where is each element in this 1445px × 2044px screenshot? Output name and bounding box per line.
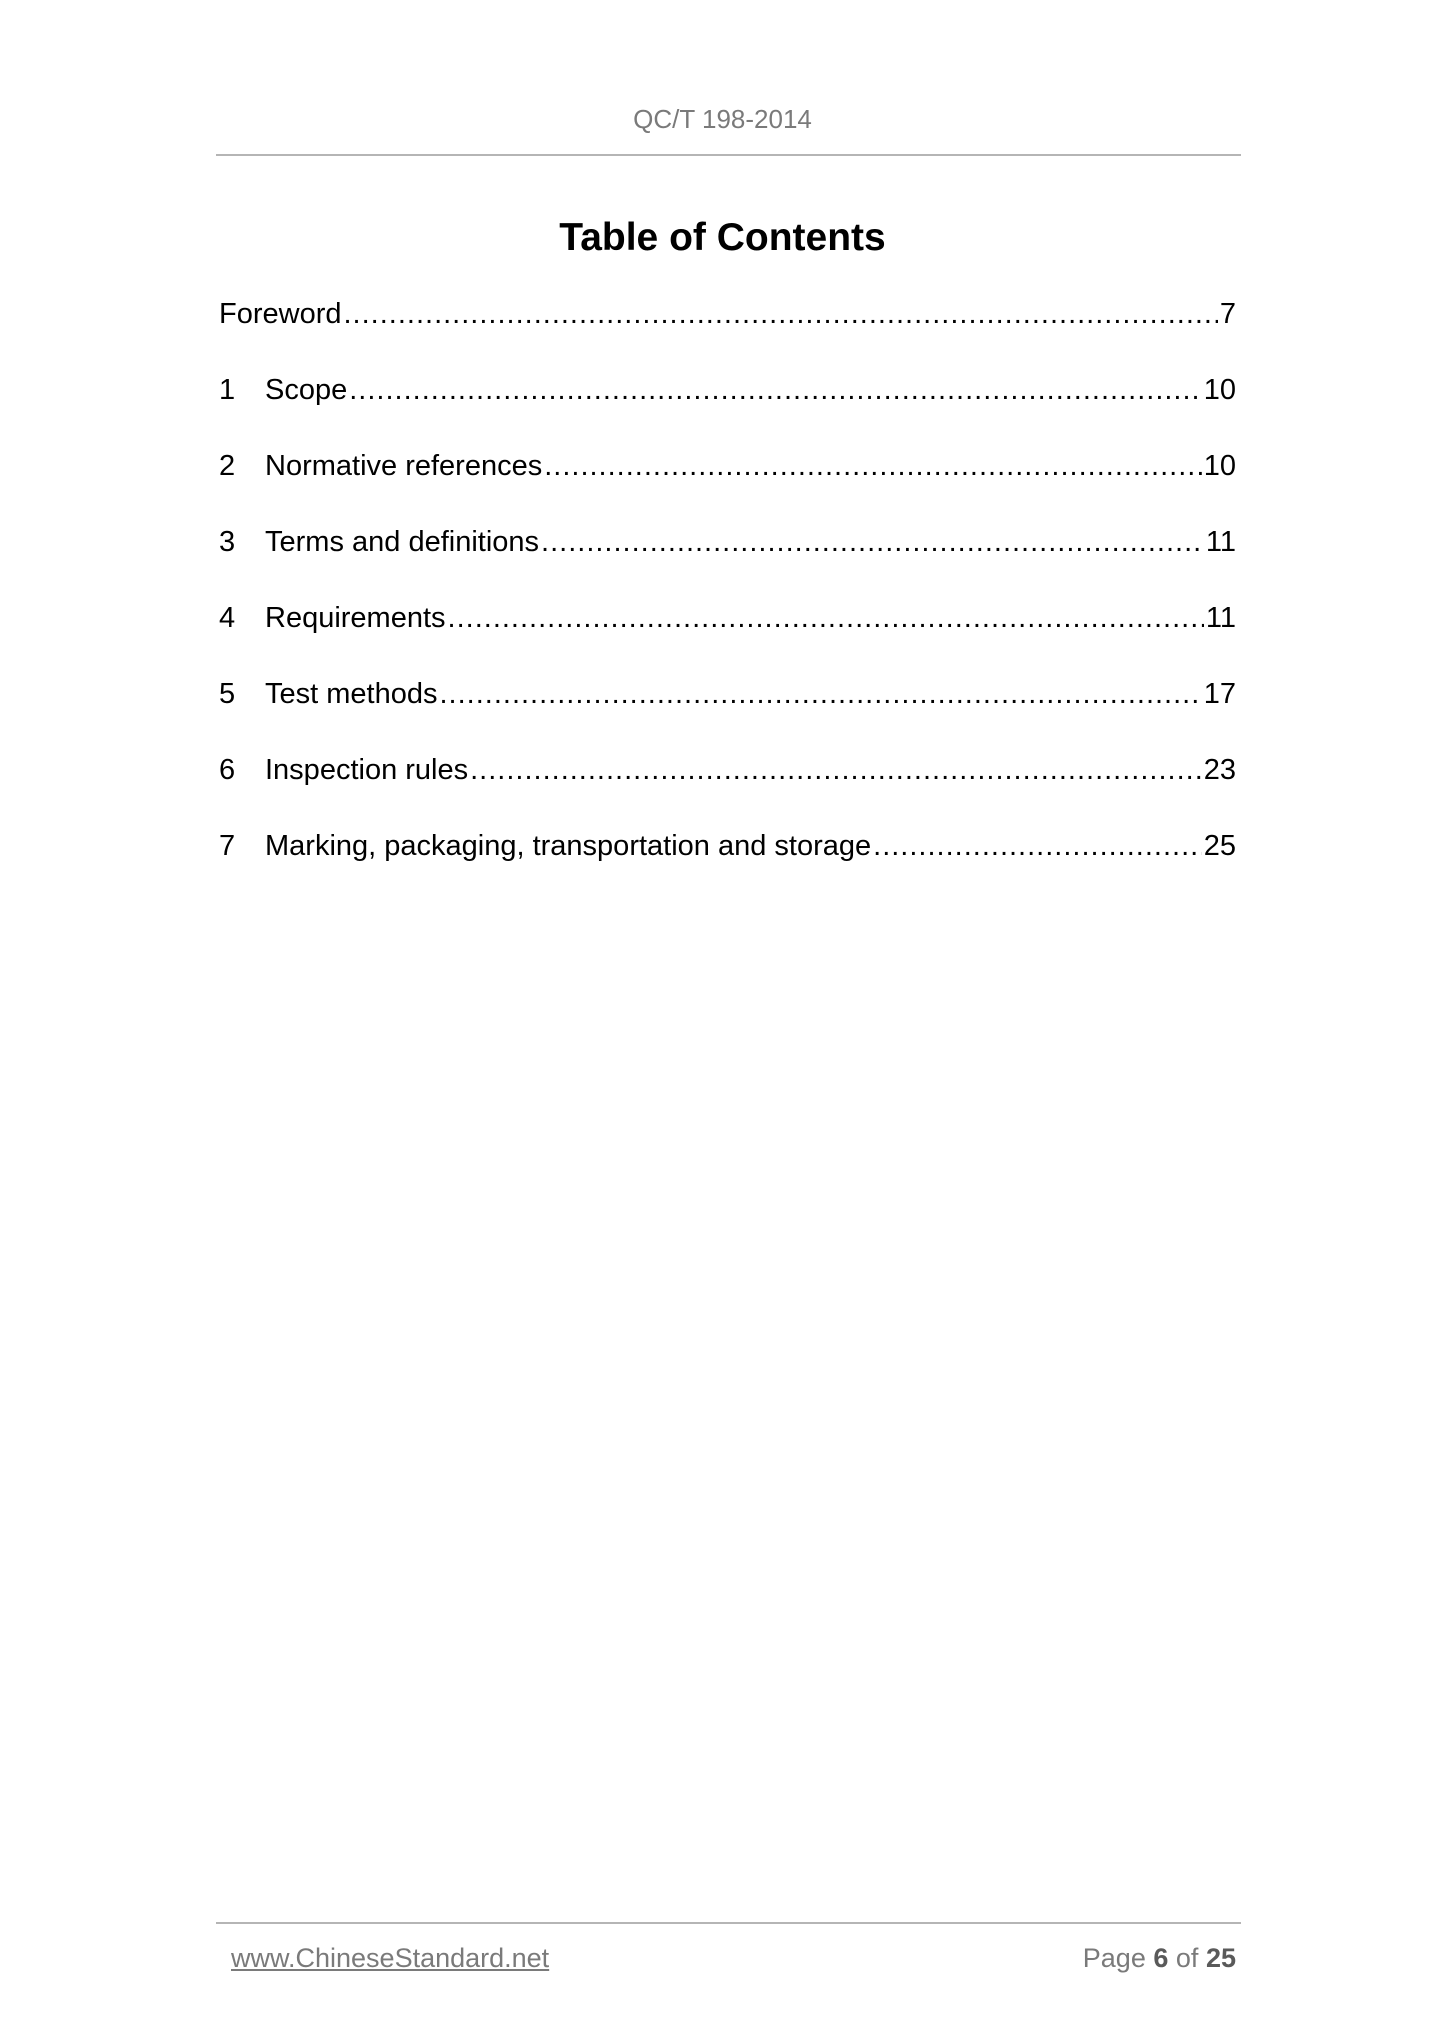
toc-dot-leader bbox=[541, 514, 1204, 570]
toc-entry-page: 10 bbox=[1203, 374, 1236, 406]
page-title: Table of Contents bbox=[559, 216, 886, 259]
footer-divider bbox=[216, 1922, 1241, 1924]
toc-dot-leader bbox=[344, 286, 1218, 342]
toc-dot-leader bbox=[439, 666, 1201, 722]
toc-entry-number: 3 bbox=[219, 526, 236, 558]
toc-entry-title: Scope bbox=[265, 374, 348, 406]
website-link[interactable]: www.ChineseStandard.net bbox=[231, 1943, 550, 1973]
toc-entry-number: 1 bbox=[219, 374, 236, 406]
toc-entry-page: 10 bbox=[1203, 450, 1236, 482]
toc-entry-number: 5 bbox=[219, 678, 236, 710]
toc-entry-page: 23 bbox=[1203, 754, 1236, 786]
table-of-contents bbox=[219, 286, 1236, 894]
page-prefix: Page bbox=[1082, 1943, 1146, 1973]
toc-dot-leader bbox=[349, 362, 1202, 418]
toc-dot-leader bbox=[448, 590, 1204, 646]
toc-entry-number: 6 bbox=[219, 754, 236, 786]
toc-entry-foreword[interactable] bbox=[219, 286, 1236, 362]
toc-entry-title: Normative references bbox=[265, 450, 543, 482]
current-page-number: 6 bbox=[1153, 1943, 1169, 1973]
toc-entry-test-methods[interactable] bbox=[219, 666, 1236, 742]
header-divider bbox=[216, 154, 1241, 156]
toc-entry-requirements[interactable] bbox=[219, 590, 1236, 666]
toc-entry-inspection-rules[interactable] bbox=[219, 742, 1236, 818]
toc-entry-title: Foreword bbox=[219, 298, 342, 330]
toc-entry-number: 4 bbox=[219, 602, 236, 634]
toc-entry-terms-and-definitions[interactable] bbox=[219, 514, 1236, 590]
toc-dot-leader bbox=[873, 818, 1202, 874]
toc-entry-page: 11 bbox=[1205, 602, 1236, 634]
toc-entry-page: 17 bbox=[1203, 678, 1236, 710]
toc-entry-title: Terms and definitions bbox=[265, 526, 540, 558]
toc-entry-page: 7 bbox=[1219, 298, 1236, 330]
toc-entry-title: Test methods bbox=[265, 678, 438, 710]
toc-entry-title: Marking, packaging, transportation and storage bbox=[265, 830, 872, 862]
toc-entry-normative-references[interactable] bbox=[219, 438, 1236, 514]
total-pages-number: 25 bbox=[1205, 1943, 1236, 1973]
toc-entry-number: 2 bbox=[219, 450, 236, 482]
toc-entry-marking-packaging[interactable] bbox=[219, 818, 1236, 894]
toc-entry-scope[interactable] bbox=[219, 362, 1236, 438]
toc-dot-leader bbox=[544, 438, 1202, 494]
page-indicator bbox=[1083, 1940, 1236, 1976]
toc-entry-title: Inspection rules bbox=[265, 754, 469, 786]
toc-dot-leader bbox=[470, 742, 1202, 798]
toc-entry-page: 25 bbox=[1203, 830, 1236, 862]
page-of-label: of bbox=[1175, 1943, 1199, 1973]
toc-entry-number: 7 bbox=[219, 830, 236, 862]
document-code-header: QC/T 198-2014 bbox=[633, 104, 812, 134]
toc-entry-page: 11 bbox=[1205, 526, 1236, 558]
toc-entry-title: Requirements bbox=[265, 602, 446, 634]
